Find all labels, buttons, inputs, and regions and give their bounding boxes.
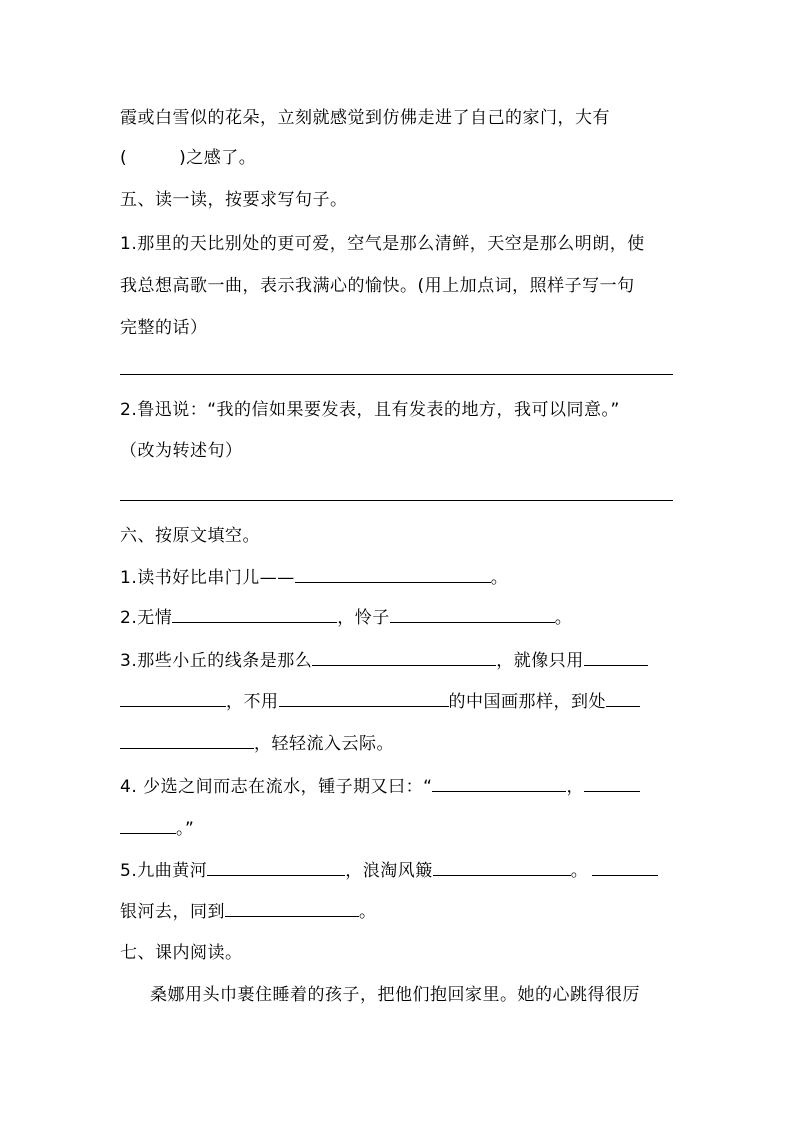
line-text: ， xyxy=(566,777,584,797)
line-text: ，就像只用 xyxy=(496,651,584,671)
line-text: 。 xyxy=(570,861,589,881)
line-text: 银河去，同到 xyxy=(120,902,225,922)
line-text: 。” xyxy=(176,819,195,839)
line-text: ，浪淘风簸 xyxy=(345,861,433,881)
blank-field[interactable] xyxy=(584,775,640,792)
line-text: )之感了。 xyxy=(179,148,257,168)
line-text: 。 xyxy=(490,568,509,588)
blank-field[interactable] xyxy=(433,859,571,876)
text-line xyxy=(120,317,208,339)
fill-item-4-cont xyxy=(120,817,194,840)
line-text: 2.鲁迅说：“我的信如果要发表，且有发表的地方，我可以同意。” xyxy=(120,400,620,420)
fill-item-3-cont xyxy=(120,732,394,755)
text-line xyxy=(120,107,610,129)
line-text: 1.那里的天比别处的更可爱，空气是那么清鲜，天空是那么明朗，使 xyxy=(120,234,645,254)
blank-field[interactable] xyxy=(432,775,566,792)
line-text: 桑娜用头巾裹住睡着的孩子，把他们抱回家里。她的心跳得很厉 xyxy=(150,985,640,1005)
section-heading-6 xyxy=(120,525,260,547)
line-text: 完整的话） xyxy=(120,318,208,338)
fill-item-3 xyxy=(120,649,648,672)
line-text: 1.读书好比串门儿—— xyxy=(120,568,295,588)
heading-text: 五、读一读，按要求写句子。 xyxy=(120,190,348,210)
line-text: 我总想高歌一曲，表示我满心的愉快。(用上加点词，照样子写一句 xyxy=(120,276,635,296)
blank-field[interactable] xyxy=(120,732,254,749)
section-heading-7 xyxy=(120,942,243,964)
line-text: 。 xyxy=(359,902,377,922)
section-heading-5 xyxy=(120,189,348,211)
fill-item-5 xyxy=(120,859,658,882)
fill-item-5-cont xyxy=(120,900,377,923)
answer-line[interactable] xyxy=(120,500,673,501)
line-text: 3.那些小丘的线条是那么 xyxy=(120,651,313,671)
text-line xyxy=(120,233,645,255)
line-text: 2.无情 xyxy=(120,608,173,628)
blank-field[interactable] xyxy=(312,649,496,666)
fill-item-4 xyxy=(120,775,640,798)
reading-passage xyxy=(150,984,640,1006)
blank-field[interactable] xyxy=(295,566,491,583)
blank-field[interactable] xyxy=(120,817,176,834)
blank-field[interactable] xyxy=(592,859,658,876)
line-text: （改为转述句） xyxy=(120,441,243,461)
line-text: ，不用 xyxy=(226,692,279,712)
text-line xyxy=(120,275,635,297)
answer-line[interactable] xyxy=(120,374,673,375)
fill-item-2 xyxy=(120,606,572,629)
blank-field[interactable] xyxy=(279,690,449,707)
line-text: 5.九曲黄河 xyxy=(120,861,208,881)
line-text: 。 xyxy=(554,608,573,628)
line-text: ，轻轻流入云际。 xyxy=(254,734,394,754)
text-line xyxy=(120,440,243,462)
blank-field[interactable] xyxy=(172,606,337,623)
blank-field[interactable] xyxy=(584,649,648,666)
blank-field[interactable] xyxy=(225,900,359,917)
heading-text: 六、按原文填空。 xyxy=(120,526,260,546)
text-line xyxy=(120,147,256,169)
blank-field[interactable] xyxy=(120,690,226,707)
text-line xyxy=(120,399,620,421)
fill-item-1 xyxy=(120,566,508,589)
heading-text: 七、课内阅读。 xyxy=(120,943,243,963)
paren-open: ( xyxy=(120,148,128,168)
blank-field[interactable] xyxy=(606,690,640,707)
line-text: 4. 少选之间而志在流水，锺子期又曰：“ xyxy=(120,777,433,797)
blank-field[interactable] xyxy=(207,859,345,876)
line-text: 的中国画那样，到处 xyxy=(448,692,606,712)
line-text: ，怜子 xyxy=(337,608,390,628)
line-text: 霞或白雪似的花朵，立刻就感觉到仿佛走进了自己的家门，大有 xyxy=(120,108,610,128)
blank-field[interactable] xyxy=(390,606,555,623)
fill-item-3-cont xyxy=(120,690,640,713)
